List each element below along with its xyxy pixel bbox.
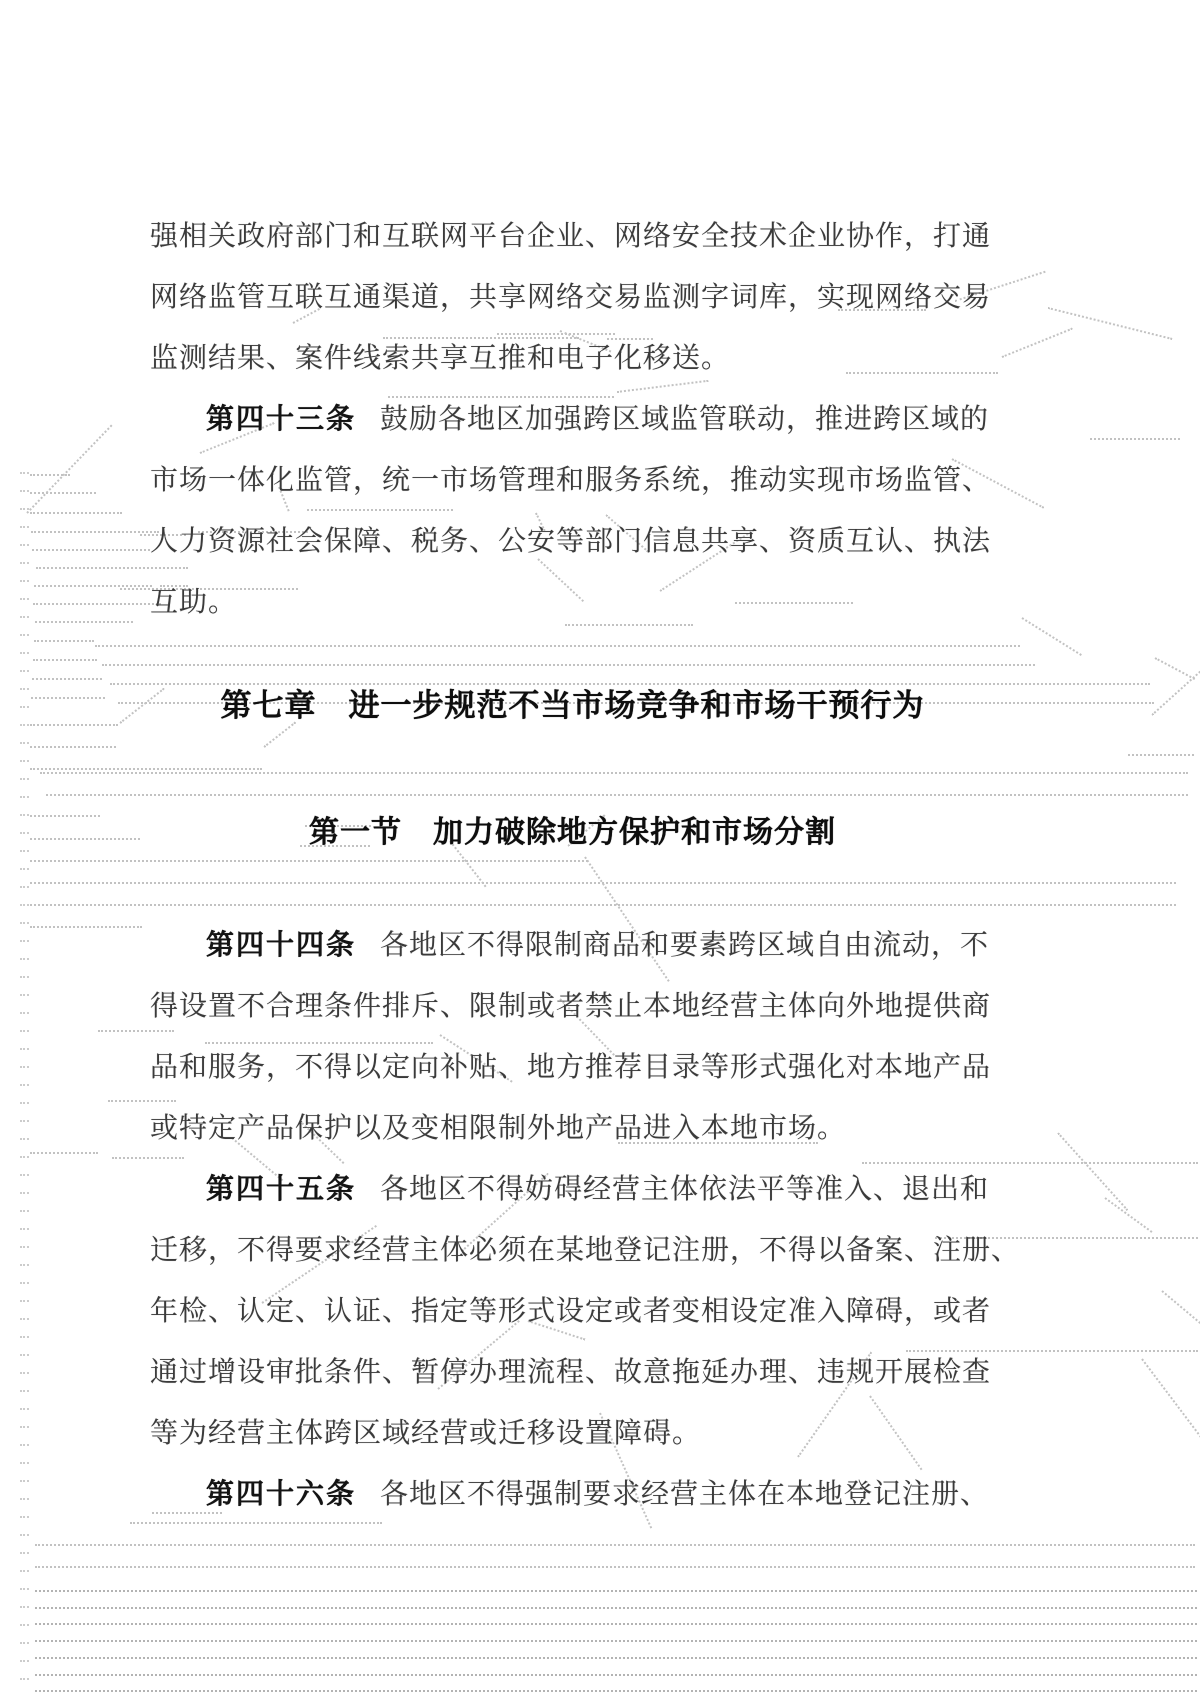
scan-artifact-line <box>30 926 142 928</box>
scan-artifact-line <box>35 1674 1197 1676</box>
scan-artifact-tick <box>20 1336 29 1338</box>
scan-artifact-line <box>31 697 105 699</box>
document-line: 等为经营主体跨区域经营或迁移设置障碍。 <box>150 1418 702 1449</box>
scan-artifact-line <box>1104 1197 1152 1233</box>
scan-artifact-tick <box>20 1354 29 1356</box>
article-number: 第四十四条 <box>206 930 357 961</box>
scan-artifact-tick <box>20 868 29 870</box>
article-number: 第四十六条 <box>206 1479 357 1510</box>
scan-artifact-tick <box>20 760 29 762</box>
scan-artifact-line <box>1048 307 1173 340</box>
section-heading: 第一节 加力破除地方保护和市场分割 <box>309 816 836 849</box>
scan-artifact-tick <box>20 1192 29 1194</box>
scan-artifact-tick <box>20 1624 29 1626</box>
scan-artifact-tick <box>20 832 29 834</box>
scan-artifact-line <box>35 1607 1197 1609</box>
document-line <box>150 1464 995 1525</box>
scan-artifact-line <box>30 474 70 476</box>
article-text: 各地区不得妨碍经营主体依法平等准入、退出和 <box>380 1174 990 1205</box>
scan-artifact-tick <box>20 544 29 546</box>
scan-artifact-tick <box>20 1282 29 1284</box>
document-text <box>150 206 1021 1525</box>
scan-artifact-tick <box>20 490 29 492</box>
scan-artifact-tick <box>20 1084 29 1086</box>
scan-artifact-tick <box>20 1048 29 1050</box>
document-line: 人力资源社会保障、税务、公安等部门信息共享、资质互认、执法 <box>150 526 992 557</box>
scan-artifact-tick <box>20 1246 29 1248</box>
scan-artifact-tick <box>20 1408 29 1410</box>
scan-artifact-tick <box>20 1102 29 1104</box>
document-line: 或特定产品保护以及变相限制外地产品进入本地市场。 <box>150 1113 847 1144</box>
scan-artifact-line <box>1002 328 1073 358</box>
scan-artifact-tick <box>20 598 29 600</box>
scan-artifact-line <box>33 603 161 605</box>
scan-artifact-tick <box>20 688 29 690</box>
scan-artifact-tick <box>20 1174 29 1176</box>
scan-artifact-tick <box>20 1570 29 1572</box>
scan-artifact-tick <box>20 1678 29 1680</box>
scan-artifact-tick <box>20 940 29 942</box>
document-line: 强相关政府部门和互联网平台企业、网络安全技术企业协作，打通 <box>150 221 992 252</box>
scan-artifact-line <box>30 492 96 494</box>
scan-artifact-line <box>1128 754 1194 756</box>
scan-artifact-tick <box>20 1444 29 1446</box>
scan-artifact-tick <box>20 1372 29 1374</box>
scan-artifact-line <box>1057 1132 1128 1211</box>
scan-artifact-tick <box>20 1606 29 1608</box>
scan-artifact-tick <box>20 508 29 510</box>
article-text: 鼓励各地区加强跨区域监管联动，推进跨区域的 <box>380 404 990 435</box>
scan-artifact-line <box>30 815 100 817</box>
scan-artifact-line <box>33 659 97 661</box>
scan-artifact-line <box>35 1544 1195 1546</box>
document-line: 得设置不合理条件排斥、限制或者禁止本地经营主体向外地提供商 <box>150 991 992 1022</box>
scan-artifact-tick <box>20 1156 29 1158</box>
scan-artifact-tick <box>20 1516 29 1518</box>
article-number: 第四十五条 <box>206 1174 357 1205</box>
scan-artifact-tick <box>20 904 29 906</box>
scan-artifact-tick <box>20 1138 29 1140</box>
scan-artifact-line <box>31 531 159 533</box>
article-number: 第四十三条 <box>206 404 357 435</box>
document-line: 市场一体化监管，统一市场管理和服务系统，推动实现市场监管、 <box>150 465 992 496</box>
scan-artifact-line <box>1141 1358 1200 1460</box>
scan-artifact-line <box>32 549 150 551</box>
document-line: 监测结果、案件线索共享互推和电子化移送。 <box>150 343 731 374</box>
scan-artifact-tick <box>20 652 29 654</box>
scan-artifact-tick <box>20 796 29 798</box>
scan-artifact-line <box>30 724 118 726</box>
scan-artifact-tick <box>20 1318 29 1320</box>
scan-artifact-line <box>35 1566 1195 1568</box>
scan-artifact-line <box>35 1590 1197 1592</box>
scan-artifact-line <box>35 1623 1197 1625</box>
scan-artifact-tick <box>20 526 29 528</box>
scan-artifact-line <box>35 621 133 623</box>
scan-artifact-line <box>26 425 112 514</box>
document-line: 品和服务，不得以定向补贴、地方推荐目录等形式强化对本地产品 <box>150 1052 992 1083</box>
document-line: 年检、认定、认证、指定等形式设定或者变相设定准入障碍，或者 <box>150 1296 992 1327</box>
scan-artifact-tick <box>20 724 29 726</box>
scan-artifact-tick <box>20 778 29 780</box>
scan-artifact-tick <box>20 1642 29 1644</box>
scan-artifact-tick <box>20 472 29 474</box>
scan-artifact-line <box>30 1152 98 1154</box>
document-line: 互助。 <box>150 587 238 618</box>
scan-artifact-tick <box>20 1390 29 1392</box>
scan-artifact-tick <box>20 1480 29 1482</box>
document-line <box>150 915 995 976</box>
scan-artifact-tick <box>20 922 29 924</box>
article-text: 各地区不得限制商品和要素跨区域自由流动，不 <box>380 930 990 961</box>
scan-artifact-tick <box>20 1228 29 1230</box>
scan-artifact-tick <box>20 616 29 618</box>
scan-artifact-line <box>35 1657 1197 1659</box>
scan-artifact-tick <box>20 814 29 816</box>
scan-artifact-tick <box>20 886 29 888</box>
document-line <box>150 389 995 450</box>
scan-artifact-tick <box>20 1210 29 1212</box>
article-text: 各地区不得强制要求经营主体在本地登记注册、 <box>380 1479 990 1510</box>
scan-artifact-line <box>1021 617 1081 656</box>
scan-artifact-tick <box>20 1660 29 1662</box>
scan-artifact-tick <box>20 958 29 960</box>
scan-artifact-tick <box>20 850 29 852</box>
scan-artifact-line <box>34 640 94 642</box>
scan-artifact-tick <box>20 670 29 672</box>
scan-artifact-tick <box>20 1426 29 1428</box>
document-line: 通过增设审批条件、暂停办理流程、故意拖延办理、违规开展检查 <box>150 1357 992 1388</box>
scan-artifact-tick <box>20 1120 29 1122</box>
scan-artifact-tick <box>20 1498 29 1500</box>
scan-artifact-tick <box>20 1534 29 1536</box>
scan-artifact-line <box>30 512 122 514</box>
scan-artifact-tick <box>20 976 29 978</box>
scan-artifact-tick <box>20 1012 29 1014</box>
scan-artifact-tick <box>20 1300 29 1302</box>
scan-artifact-line <box>1155 657 1196 680</box>
scan-artifact-line <box>1090 438 1180 440</box>
scan-artifact-line <box>30 838 140 840</box>
scan-artifact-tick <box>20 706 29 708</box>
scan-artifact-tick <box>20 1588 29 1590</box>
scan-artifact-tick <box>20 562 29 564</box>
scan-artifact-line <box>32 678 102 680</box>
scan-artifact-tick <box>20 1066 29 1068</box>
document-line: 网络监管互联互通渠道，共享网络交易监测字词库，实现网络交易 <box>150 282 992 313</box>
scan-artifact-line <box>30 746 116 748</box>
scan-artifact-tick <box>20 1264 29 1266</box>
scan-artifact-line <box>35 1640 1197 1642</box>
scan-artifact-tick <box>20 1552 29 1554</box>
scan-artifact-tick <box>20 580 29 582</box>
scan-artifact-tick <box>20 634 29 636</box>
scan-artifact-line <box>34 585 152 587</box>
scan-artifact-line <box>1151 669 1200 716</box>
scan-artifact-tick <box>20 742 29 744</box>
scan-artifact-line <box>1161 1290 1200 1337</box>
scan-artifact-tick <box>20 994 29 996</box>
scan-artifact-line <box>35 1690 1197 1692</box>
document-line: 迁移，不得要求经营主体必须在某地登记注册，不得以备案、注册、 <box>150 1235 1021 1266</box>
scan-artifact-tick <box>20 1030 29 1032</box>
document-line <box>150 1159 995 1220</box>
chapter-heading: 第七章 进一步规范不当市场竞争和市场干预行为 <box>220 688 925 723</box>
scan-artifact-tick <box>20 1462 29 1464</box>
